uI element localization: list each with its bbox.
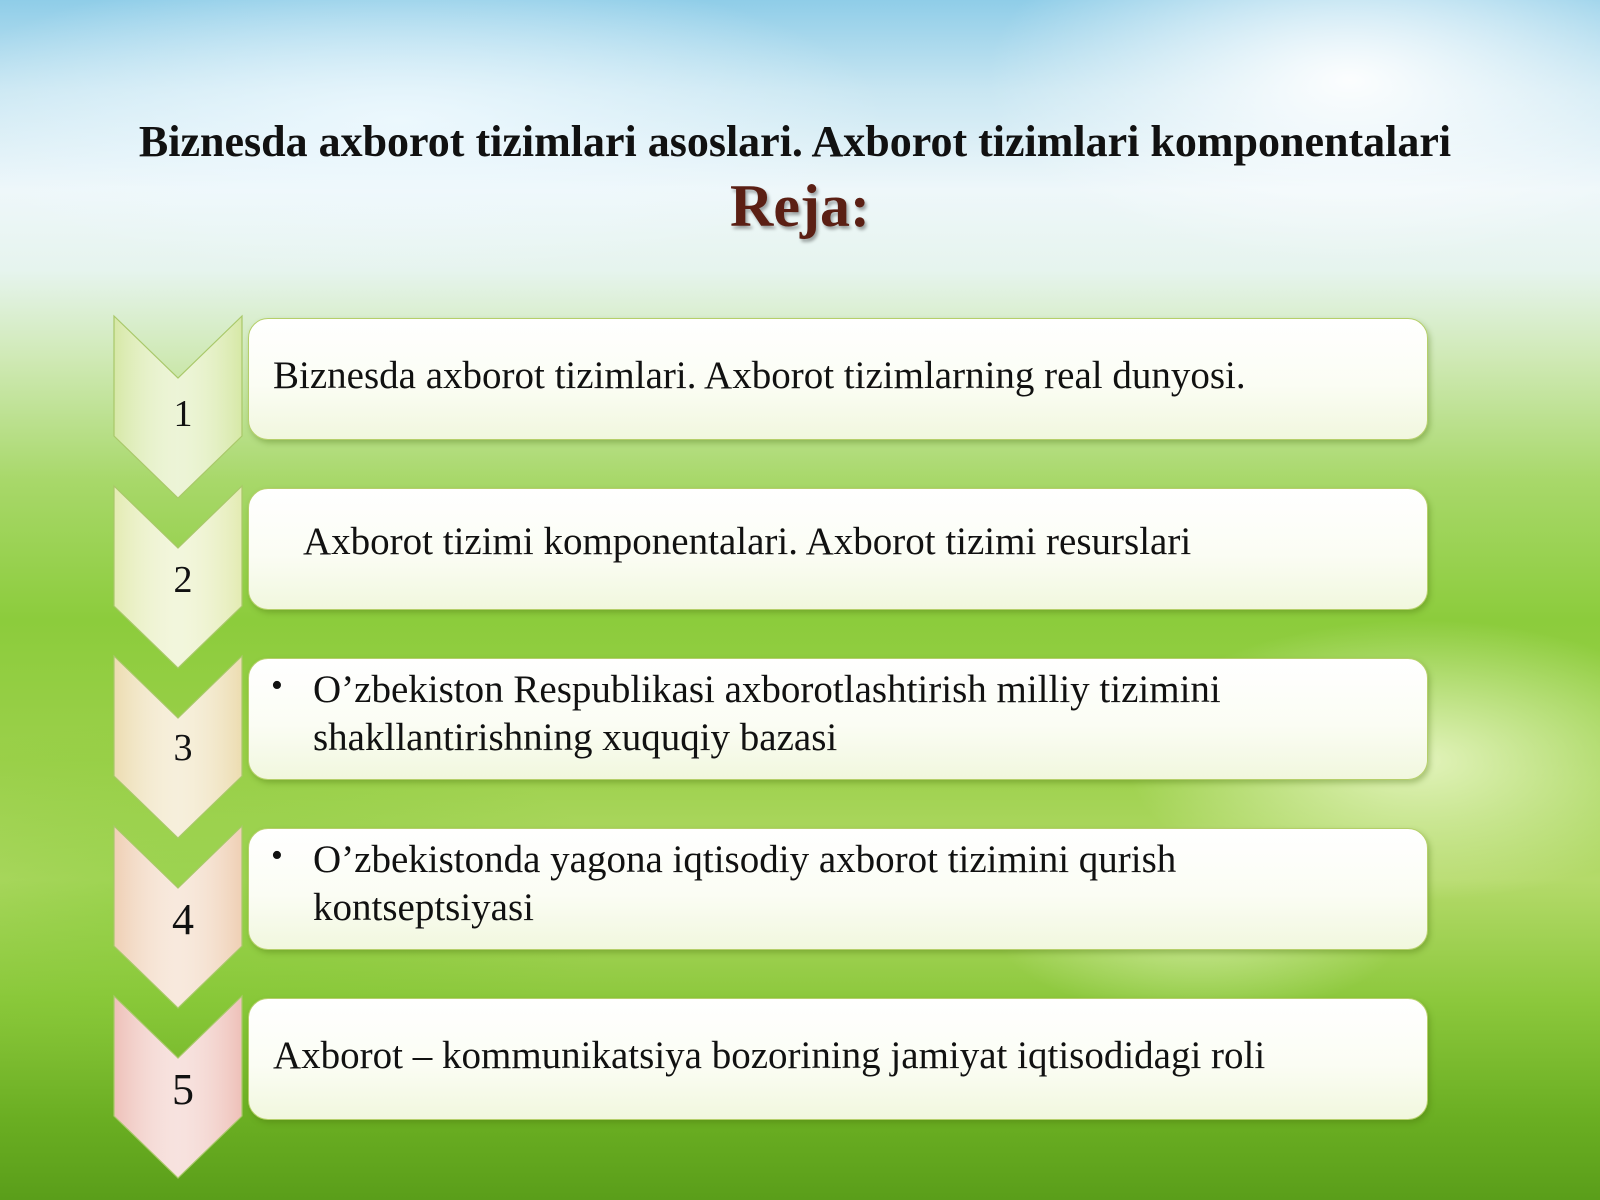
step-number-3: 3 (173, 727, 193, 769)
bullet-icon: • (271, 667, 283, 704)
plan-item-1 (248, 318, 1428, 440)
plan-item-4 (248, 828, 1428, 950)
plan-item-2 (248, 488, 1428, 610)
plan-item-4-line-2: kontseptsiyasi (313, 886, 534, 929)
plan-item-3-line-2: shakllantirishning xuquqiy bazasi (313, 716, 838, 759)
plan-item-3-line-1: O’zbekiston Respublikasi axborotlashtirish milliy tizimini (313, 668, 1221, 711)
plan-item-5 (248, 998, 1428, 1120)
step-number-1: 1 (173, 393, 193, 435)
plan-item-3 (248, 658, 1428, 780)
plan-item-5-text: Axborot – kommunikatsiya bozorining jamiyat iqtisodidagi roli (273, 1034, 1266, 1077)
step-number-2: 2 (173, 559, 193, 601)
slide-title: Biznesda axborot tizimlari asoslari. Axborot tizimlari komponentalari (138, 117, 1452, 166)
plan-item-2-text: Axborot tizimi komponentalari. Axborot tizimi resurslari (303, 520, 1192, 563)
slide-subtitle: Reja: (730, 173, 870, 239)
step-number-5: 5 (172, 1065, 194, 1114)
plan-item-1-text: Biznesda axborot tizimlari. Axborot tizimlarning real dunyosi. (273, 354, 1246, 397)
step-number-4: 4 (172, 895, 194, 944)
plan-item-4-line-1: O’zbekistonda yagona iqtisodiy axborot tizimini qurish (313, 838, 1177, 881)
bullet-icon: • (271, 837, 283, 874)
